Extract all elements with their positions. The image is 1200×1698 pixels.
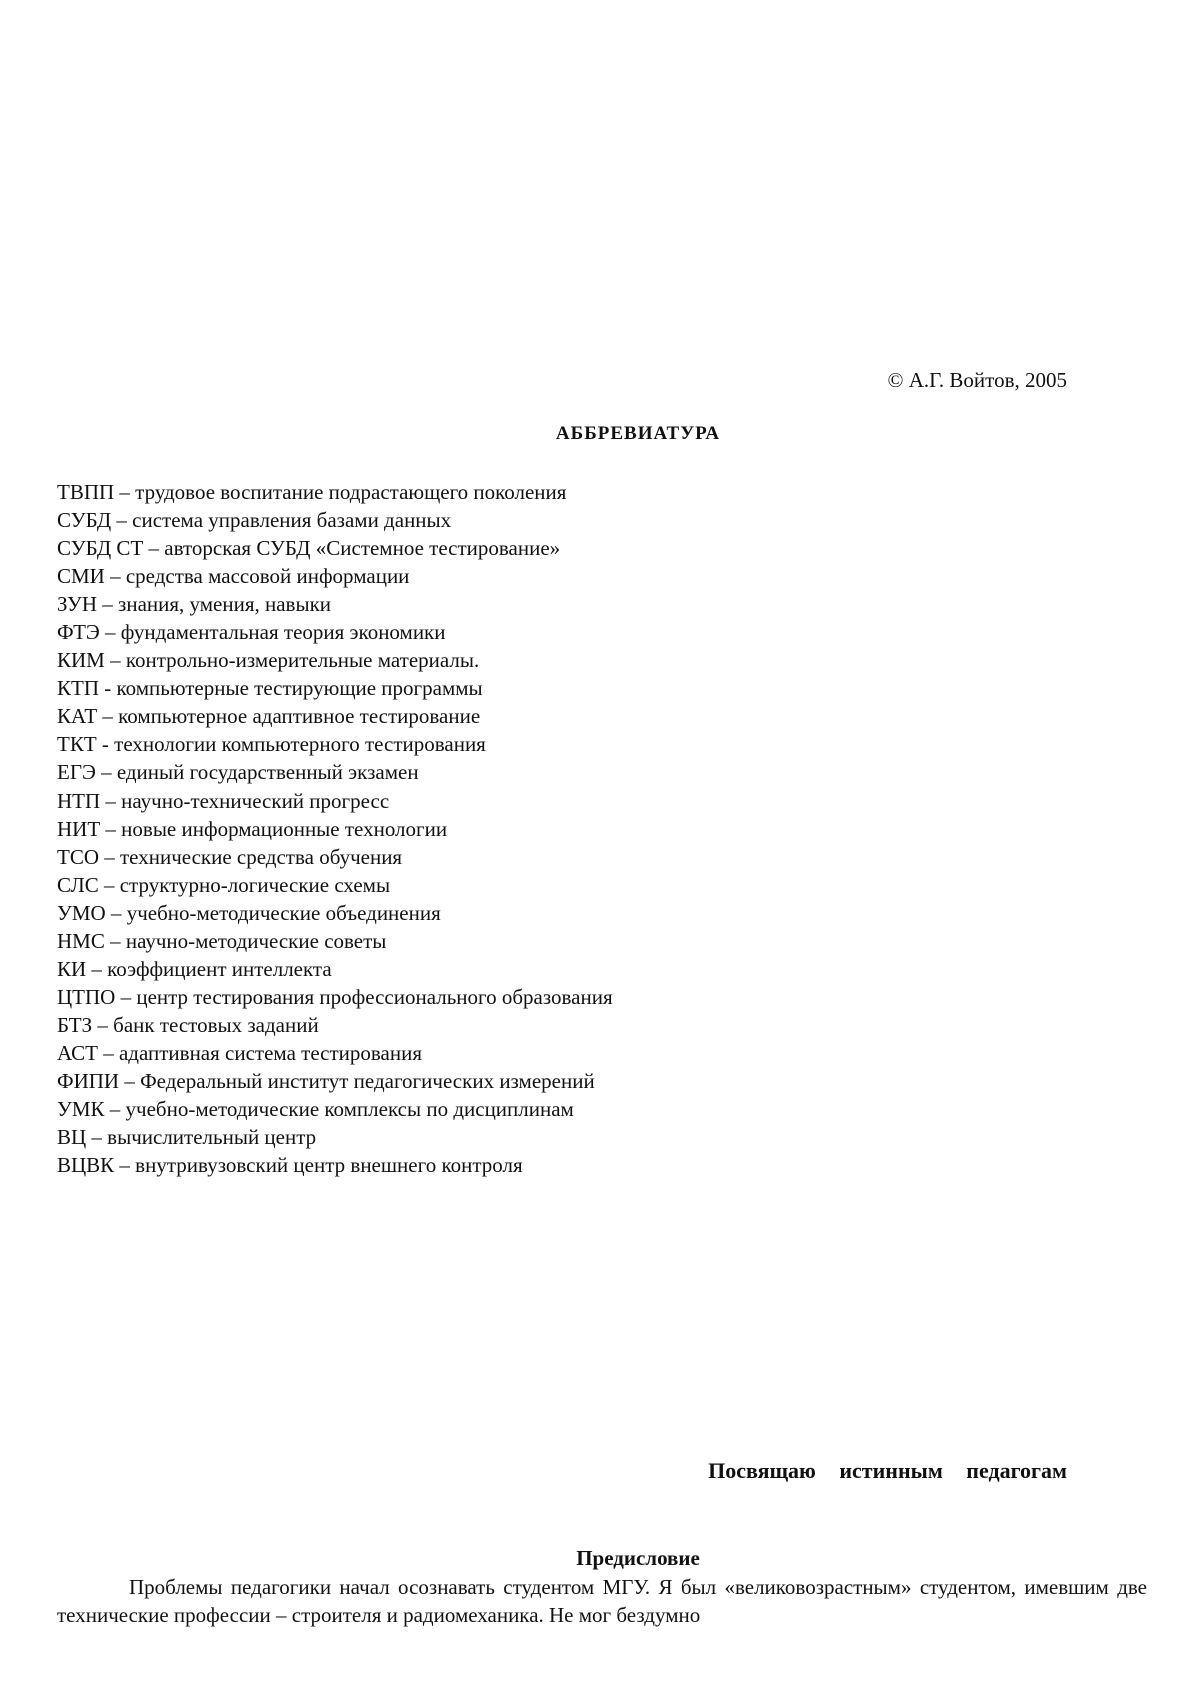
abbreviation-item: СМИ – средства массовой информации	[57, 564, 410, 589]
copyright-notice: © А.Г. Войтов, 2005	[887, 368, 1067, 392]
abbreviation-item: СЛС – структурно-логические схемы	[57, 872, 391, 897]
abbreviation-item: КАТ – компьютерное адаптивное тестирование	[57, 704, 481, 729]
abbreviation-item: ТВПП – трудовое воспитание подрастающего поколения	[57, 480, 567, 504]
abbreviation-item: ФИПИ – Федеральный институт педагогических измерений	[57, 1068, 595, 1093]
abbreviation-item: ВЦВК – внутривузовский центр внешнего контроля	[57, 1153, 523, 1178]
abbreviation-item: УМО – учебно-методические объединения	[57, 900, 441, 925]
abbreviation-item: АСТ – адаптивная система тестирования	[57, 1040, 422, 1065]
abbreviation-item: КТП - компьютерные тестирующие программы	[57, 676, 483, 701]
abbreviation-item: НМС – научно-методические советы	[57, 928, 387, 953]
abbreviation-item: ФТЭ – фундаментальная теория экономики	[57, 620, 446, 645]
abbreviation-item: ЗУН – знания, умения, навыки	[57, 592, 332, 617]
abbreviation-item: СУБД СТ – авторская СУБД «Системное тестирование»	[57, 536, 561, 561]
dedication: Посвящаю истинным педагогам	[708, 1458, 1067, 1483]
abbreviation-item: НИТ – новые информационные технологии	[57, 816, 448, 841]
abbreviation-item: КИМ – контрольно-измерительные материалы.	[57, 648, 480, 673]
preface-paragraph: Проблемы педагогики начал осознавать студентом МГУ. Я был «великовозрастным» студентом, имевшим две технические профессии – строителя и радиомеханика. Не мог бездумно	[57, 1575, 1147, 1627]
abbreviation-item: ЦТПО – центр тестирования профессионального образования	[57, 984, 613, 1009]
abbreviation-item: УМК – учебно-методические комплексы по дисциплинам	[57, 1097, 574, 1122]
abbreviation-item: ТКТ - технологии компьютерного тестирования	[57, 732, 486, 757]
preface-heading: Предисловие	[576, 1546, 700, 1570]
abbreviation-item: ВЦ – вычислительный центр	[57, 1125, 317, 1150]
abbreviation-item: БТЗ – банк тестовых заданий	[57, 1012, 319, 1037]
abbreviation-item: СУБД – система управления базами данных	[57, 508, 452, 533]
abbreviation-item: КИ – коэффициент интеллекта	[57, 956, 332, 981]
abbreviation-item: НТП – научно-технический прогресс	[57, 788, 390, 813]
abbreviation-item: ТСО – технические средства обучения	[57, 844, 403, 869]
abbreviation-item: ЕГЭ – единый государственный экзамен	[57, 760, 419, 785]
abbreviations-list	[57, 478, 613, 1179]
abbreviations-heading: АББРЕВИАТУРА	[555, 423, 721, 444]
